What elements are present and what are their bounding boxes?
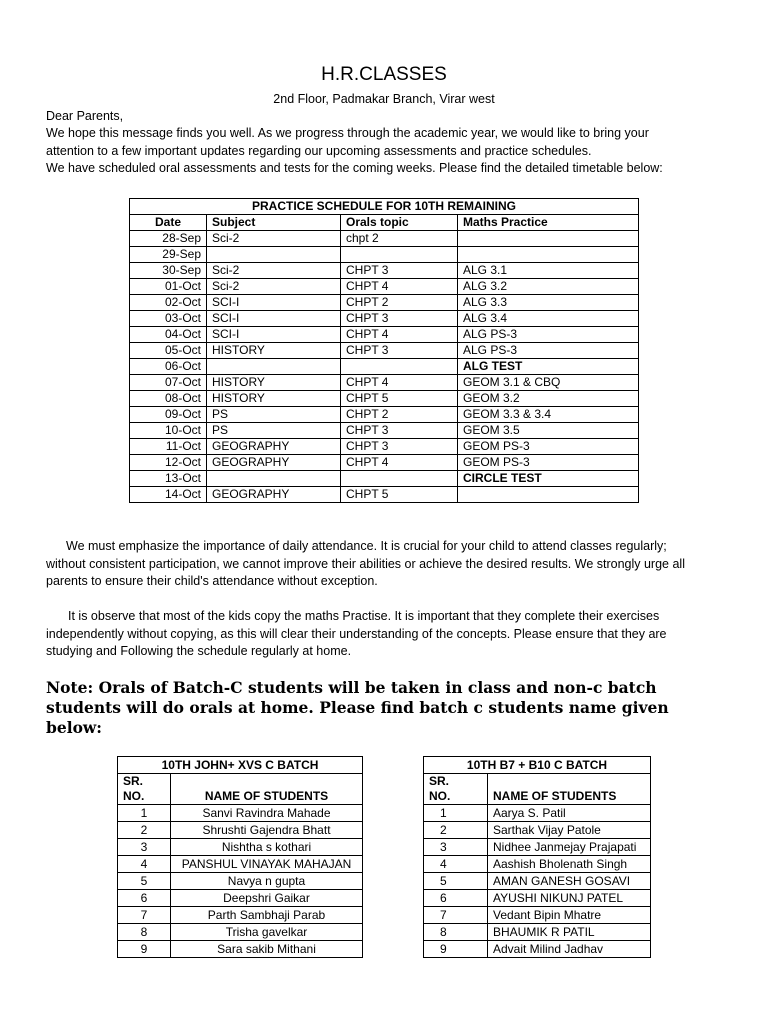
student-sr-no: 3: [424, 839, 488, 856]
schedule-date: 28-Sep: [130, 231, 207, 247]
student-name: AYUSHI NIKUNJ PATEL: [488, 890, 651, 907]
schedule-row: [130, 295, 639, 311]
student-row: [118, 941, 363, 958]
schedule-orals-topic: CHPT 3: [341, 423, 458, 439]
note-line: students will do orals at home. Please find batch c students name given: [46, 698, 669, 717]
schedule-row: [130, 455, 639, 471]
student-sr-no: 2: [118, 822, 171, 839]
schedule-subject: Sci-2: [207, 279, 341, 295]
student-sr-no: 7: [424, 907, 488, 924]
schedule-subject: GEOGRAPHY: [207, 439, 341, 455]
schedule-date: 03-Oct: [130, 311, 207, 327]
schedule-subject: SCI-I: [207, 295, 341, 311]
schedule-row: [130, 231, 639, 247]
intro-paragraph: [46, 125, 736, 178]
schedule-orals-topic: CHPT 4: [341, 327, 458, 343]
schedule-subject: PS: [207, 407, 341, 423]
schedule-row: [130, 263, 639, 279]
student-row: [424, 856, 651, 873]
schedule-orals-topic: CHPT 5: [341, 487, 458, 503]
schedule-maths-practice: GEOM 3.1 & CBQ: [458, 375, 639, 391]
schedule-date: 13-Oct: [130, 471, 207, 487]
student-row: [118, 924, 363, 941]
schedule-orals-topic: CHPT 5: [341, 391, 458, 407]
batch-note: [46, 678, 736, 738]
schedule-date: 02-Oct: [130, 295, 207, 311]
student-name: Parth Sambhaji Parab: [171, 907, 363, 924]
student-name: Sarthak Vijay Patole: [488, 822, 651, 839]
schedule-orals-topic: chpt 2: [341, 231, 458, 247]
schedule-row: [130, 311, 639, 327]
schedule-date: 04-Oct: [130, 327, 207, 343]
schedule-maths-practice: GEOM 3.5: [458, 423, 639, 439]
student-sr-no: 4: [118, 856, 171, 873]
intro-line: We hope this message finds you well. As we progress through the academic year, we would like to bring your: [46, 126, 649, 140]
schedule-row: [130, 407, 639, 423]
schedule-subject: HISTORY: [207, 375, 341, 391]
schedule-subject: Sci-2: [207, 231, 341, 247]
schedule-subject: HISTORY: [207, 343, 341, 359]
schedule-row: [130, 247, 639, 263]
sr-no-header: [424, 774, 488, 805]
student-name: Trisha gavelkar: [171, 924, 363, 941]
header-subject: Subject: [207, 215, 341, 231]
student-row: [424, 873, 651, 890]
student-name: Deepshri Gaikar: [171, 890, 363, 907]
schedule-date: 07-Oct: [130, 375, 207, 391]
schedule-maths-practice: ALG PS-3: [458, 343, 639, 359]
schedule-maths-practice: GEOM 3.3 & 3.4: [458, 407, 639, 423]
batch-caption: 10TH JOHN+ XVS C BATCH: [118, 757, 363, 774]
student-row: [118, 907, 363, 924]
student-name: Navya n gupta: [171, 873, 363, 890]
student-name: Nishtha s kothari: [171, 839, 363, 856]
student-row: [424, 924, 651, 941]
schedule-date: 06-Oct: [130, 359, 207, 375]
student-name: Aarya S. Patil: [488, 805, 651, 822]
schedule-orals-topic: CHPT 2: [341, 295, 458, 311]
schedule-orals-topic: CHPT 3: [341, 343, 458, 359]
student-sr-no: 2: [424, 822, 488, 839]
student-row: [424, 805, 651, 822]
schedule-orals-topic: CHPT 4: [341, 455, 458, 471]
schedule-orals-topic: CHPT 3: [341, 263, 458, 279]
student-name: AMAN GANESH GOSAVI: [488, 873, 651, 890]
schedule-subject: PS: [207, 423, 341, 439]
student-sr-no: 3: [118, 839, 171, 856]
student-name: Advait Milind Jadhav: [488, 941, 651, 958]
student-sr-no: 5: [424, 873, 488, 890]
branch-address: 2nd Floor, Padmakar Branch, Virar west: [273, 92, 495, 106]
schedule-subject: Sci-2: [207, 263, 341, 279]
schedule-subject: SCI-I: [207, 327, 341, 343]
student-row: [424, 890, 651, 907]
attendance-line: without consistent participation, we cannot improve their abilities or achieve the desired results. We strongly urge all: [46, 556, 685, 571]
student-sr-no: 8: [118, 924, 171, 941]
schedule-maths-practice: ALG PS-3: [458, 327, 639, 343]
practice-paragraph: [46, 608, 736, 661]
sr-header-top: SR.: [429, 774, 450, 788]
schedule-maths-practice: ALG 3.3: [458, 295, 639, 311]
student-sr-no: 9: [118, 941, 171, 958]
schedule-row: [130, 343, 639, 359]
schedule-maths-practice: ALG TEST: [458, 359, 639, 375]
student-row: [118, 822, 363, 839]
schedule-date: 30-Sep: [130, 263, 207, 279]
header-date: Date: [130, 215, 207, 231]
schedule-subject: GEOGRAPHY: [207, 487, 341, 503]
student-row: [118, 873, 363, 890]
schedule-orals-topic: [341, 471, 458, 487]
schedule-maths-practice: [458, 247, 639, 263]
schedule-date: 05-Oct: [130, 343, 207, 359]
student-row: [424, 839, 651, 856]
student-name: Sanvi Ravindra Mahade: [171, 805, 363, 822]
schedule-maths-practice: GEOM 3.2: [458, 391, 639, 407]
schedule-date: 10-Oct: [130, 423, 207, 439]
student-row: [424, 941, 651, 958]
schedule-orals-topic: [341, 359, 458, 375]
student-sr-no: 1: [424, 805, 488, 822]
greeting: Dear Parents,: [46, 109, 124, 123]
schedule-maths-practice: ALG 3.1: [458, 263, 639, 279]
header-maths-practice: Maths Practice: [458, 215, 639, 231]
page-title: H.R.CLASSES: [321, 64, 447, 85]
student-row: [118, 839, 363, 856]
schedule-date: 08-Oct: [130, 391, 207, 407]
schedule-date: 09-Oct: [130, 407, 207, 423]
sr-header-top: SR.: [123, 774, 144, 788]
schedule-maths-practice: [458, 487, 639, 503]
schedule-subject: GEOGRAPHY: [207, 455, 341, 471]
schedule-row: [130, 471, 639, 487]
header-orals-topic: Orals topic: [341, 215, 458, 231]
student-name: Vedant Bipin Mhatre: [488, 907, 651, 924]
schedule-maths-practice: GEOM PS-3: [458, 455, 639, 471]
attendance-paragraph: [46, 538, 736, 591]
batch-c-table-john-xvs: [117, 756, 363, 958]
practice-line: independently without copying, as this will clear their understanding of the concepts. Please ensure that they are: [46, 626, 667, 641]
schedule-orals-topic: CHPT 2: [341, 407, 458, 423]
student-row: [118, 856, 363, 873]
schedule-orals-topic: CHPT 3: [341, 439, 458, 455]
practice-line: studying and Following the schedule regularly at home.: [46, 644, 352, 658]
schedule-subject: [207, 247, 341, 263]
sr-header-bottom: NO.: [429, 789, 451, 803]
schedule-subject: [207, 471, 341, 487]
schedule-date: 01-Oct: [130, 279, 207, 295]
student-sr-no: 4: [424, 856, 488, 873]
schedule-orals-topic: CHPT 3: [341, 311, 458, 327]
student-row: [118, 805, 363, 822]
schedule-subject: HISTORY: [207, 391, 341, 407]
batch-caption: 10TH B7 + B10 C BATCH: [424, 757, 651, 774]
schedule-maths-practice: GEOM PS-3: [458, 439, 639, 455]
schedule-subject: [207, 359, 341, 375]
schedule-row: [130, 327, 639, 343]
schedule-row: [130, 423, 639, 439]
schedule-date: 29-Sep: [130, 247, 207, 263]
schedule-maths-practice: CIRCLE TEST: [458, 471, 639, 487]
schedule-subject: SCI-I: [207, 311, 341, 327]
schedule-row: [130, 391, 639, 407]
schedule-date: 11-Oct: [130, 439, 207, 455]
batch-header-row: [424, 774, 651, 805]
schedule-orals-topic: [341, 247, 458, 263]
student-row: [118, 890, 363, 907]
note-line: Note: Orals of Batch-C students will be taken in class and non-c batch: [46, 678, 657, 697]
schedule-row: [130, 359, 639, 375]
sr-no-header: [118, 774, 171, 805]
student-sr-no: 8: [424, 924, 488, 941]
student-sr-no: 9: [424, 941, 488, 958]
student-sr-no: 7: [118, 907, 171, 924]
schedule-row: [130, 487, 639, 503]
student-sr-no: 6: [118, 890, 171, 907]
batch-c-table-b7-b10: [423, 756, 651, 958]
student-name: BHAUMIK R PATIL: [488, 924, 651, 941]
student-sr-no: 6: [424, 890, 488, 907]
schedule-date: 12-Oct: [130, 455, 207, 471]
note-line: below:: [46, 718, 102, 737]
attendance-line: parents to ensure their child's attendance without exception.: [46, 574, 378, 588]
intro-line: attention to a few important updates regarding our upcoming assessments and practice schedules.: [46, 143, 592, 158]
student-name: Sara sakib Mithani: [171, 941, 363, 958]
schedule-header-row: [130, 215, 639, 231]
student-name: PANSHUL VINAYAK MAHAJAN: [171, 856, 363, 873]
schedule-maths-practice: ALG 3.4: [458, 311, 639, 327]
schedule-date: 14-Oct: [130, 487, 207, 503]
schedule-row: [130, 279, 639, 295]
student-name: Aashish Bholenath Singh: [488, 856, 651, 873]
student-sr-no: 5: [118, 873, 171, 890]
schedule-maths-practice: [458, 231, 639, 247]
student-name-header: NAME OF STUDENTS: [488, 774, 651, 805]
schedule-caption: PRACTICE SCHEDULE FOR 10TH REMAINING: [130, 199, 639, 215]
intro-line: We have scheduled oral assessments and tests for the coming weeks. Please find the detailed timetable below:: [46, 161, 663, 175]
student-name: Shrushti Gajendra Bhatt: [171, 822, 363, 839]
batch-header-row: [118, 774, 363, 805]
sr-header-bottom: NO.: [123, 789, 145, 803]
schedule-orals-topic: CHPT 4: [341, 279, 458, 295]
student-sr-no: 1: [118, 805, 171, 822]
student-row: [424, 907, 651, 924]
practice-schedule-table: [129, 198, 639, 503]
schedule-orals-topic: CHPT 4: [341, 375, 458, 391]
student-name: Nidhee Janmejay Prajapati: [488, 839, 651, 856]
student-row: [424, 822, 651, 839]
student-name-header: NAME OF STUDENTS: [171, 774, 363, 805]
schedule-row: [130, 375, 639, 391]
practice-line: It is observe that most of the kids copy the maths Practise. It is important that they complete their exercises: [68, 609, 660, 623]
attendance-line: We must emphasize the importance of daily attendance. It is crucial for your child to attend classes regularly;: [66, 539, 667, 553]
schedule-row: [130, 439, 639, 455]
schedule-maths-practice: ALG 3.2: [458, 279, 639, 295]
